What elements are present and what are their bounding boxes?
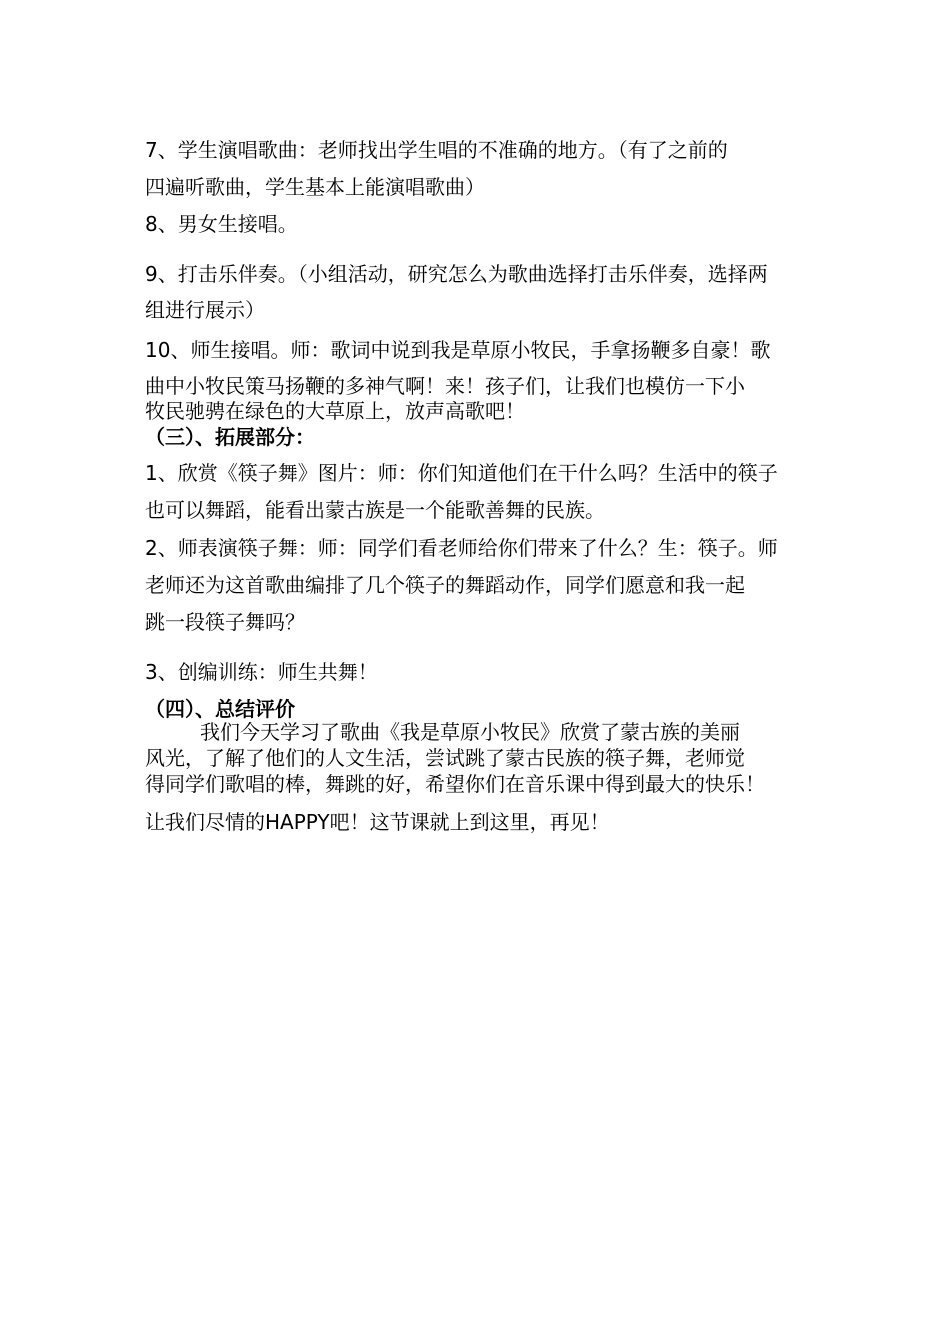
paragraph-line: 曲中小牧民策马扬鞭的多神气啊！来！孩子们，让我们也模仿一下小 [145, 374, 745, 398]
paragraph-line: 牧民驰骋在绿色的大草原上，放声高歌吧！ [145, 399, 525, 423]
paragraph-line: 7、学生演唱歌曲：老师找出学生唱的不准确的地方。（有了之前的 [145, 138, 728, 162]
paragraph-line: 得同学们歌唱的棒，舞跳的好，希望你们在音乐课中得到最大的快乐！ [145, 772, 765, 796]
paragraph-line: 我们今天学习了歌曲《我是草原小牧民》欣赏了蒙古族的美丽 [200, 720, 740, 744]
paragraph-line: 8、男女生接唱。 [145, 212, 298, 236]
paragraph-line: 四遍听歌曲，学生基本上能演唱歌曲） [145, 175, 485, 199]
paragraph-line: 也可以舞蹈，能看出蒙古族是一个能歌善舞的民族。 [145, 498, 605, 522]
paragraph-line: 1、欣赏《筷子舞》图片：师：你们知道他们在干什么吗？生活中的筷子 [145, 461, 778, 485]
paragraph-line: 10、师生接唱。师：歌词中说到我是草原小牧民，手拿扬鞭多自豪！歌 [145, 338, 771, 362]
section-heading: （三）、拓展部分： [145, 425, 315, 449]
paragraph-line: 组进行展示） [145, 298, 265, 322]
paragraph-line: 风光，了解了他们的人文生活，尝试跳了蒙古民族的筷子舞，老师觉 [145, 746, 745, 770]
section-heading: （四）、总结评价 [145, 697, 295, 721]
paragraph-line: 3、创编训练：师生共舞！ [145, 660, 378, 684]
paragraph-line: 9、打击乐伴奏。（小组活动，研究怎么为歌曲选择打击乐伴奏，选择两 [145, 262, 768, 286]
paragraph-line: 让我们尽情的HAPPY吧！这节课就上到这里，再见！ [145, 810, 610, 834]
paragraph-line: 2、师表演筷子舞：师：同学们看老师给你们带来了什么？生：筷子。师 [145, 536, 778, 560]
paragraph-line: 跳一段筷子舞吗？ [145, 610, 305, 634]
paragraph-line: 老师还为这首歌曲编排了几个筷子的舞蹈动作，同学们愿意和我一起 [145, 573, 745, 597]
